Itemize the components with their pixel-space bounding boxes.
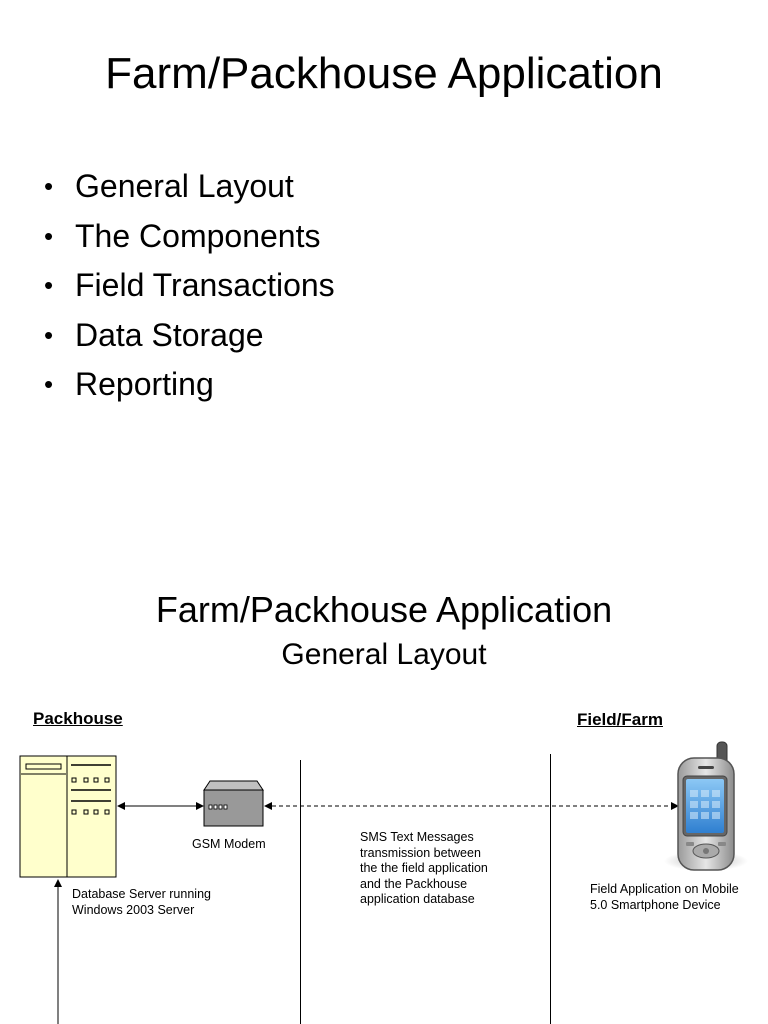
- slide1-title: Farm/Packhouse Application: [105, 49, 663, 98]
- modem-caption: GSM Modem: [192, 837, 266, 851]
- device-caption: [590, 882, 739, 913]
- bullet-icon: •: [44, 270, 54, 300]
- sms-caption-line: the the field application: [360, 861, 488, 875]
- sms-caption: [360, 830, 488, 908]
- list-item: [44, 261, 335, 311]
- device-caption-line: 5.0 Smartphone Device: [590, 897, 721, 912]
- list-item-label: General Layout: [75, 168, 294, 204]
- list-item: [44, 162, 335, 212]
- list-item-label: Data Storage: [75, 316, 264, 353]
- slide2-subtitle: General Layout: [281, 638, 487, 671]
- bullet-icon: •: [44, 369, 54, 399]
- sms-caption-line: transmission between: [360, 845, 481, 860]
- bullet-icon: •: [44, 171, 54, 201]
- packhouse-label: Packhouse: [33, 709, 123, 728]
- field-farm-label: Field/Farm: [577, 710, 663, 729]
- server-caption: [72, 887, 211, 918]
- bullet-icon: •: [44, 220, 54, 251]
- sms-caption-line: application database: [360, 892, 475, 906]
- slide2-title: Farm/Packhouse Application: [155, 589, 613, 630]
- list-item: [44, 360, 335, 410]
- list-item: [44, 212, 335, 262]
- modem-icon: [204, 781, 263, 826]
- smartphone-icon: [664, 742, 748, 871]
- agenda-list: [44, 162, 335, 410]
- server-caption-line: Database Server running: [72, 887, 211, 901]
- server-icon: [20, 756, 116, 877]
- list-item-label: Reporting: [75, 366, 214, 402]
- list-item-label: Field Transactions: [75, 267, 335, 303]
- sms-caption-line: and the Packhouse: [360, 876, 468, 891]
- sms-caption-line: SMS Text Messages: [360, 830, 474, 844]
- server-caption-line: Windows 2003 Server: [72, 902, 195, 917]
- bullet-icon: •: [44, 319, 54, 350]
- list-item: [44, 311, 335, 361]
- list-item-label: The Components: [75, 217, 321, 254]
- device-caption-line: Field Application on Mobile: [590, 882, 739, 896]
